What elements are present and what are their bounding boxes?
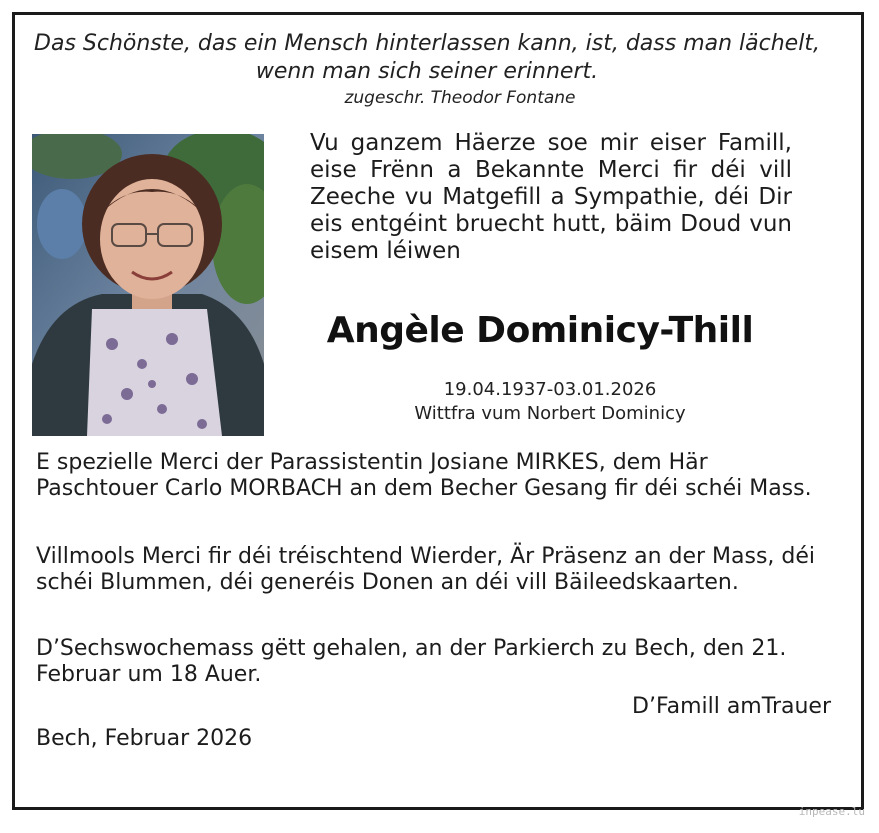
life-dates: 19.04.1937-03.01.2026 [443,379,657,400]
life-dates-block [360,378,740,426]
watermark: inpease.lu [798,805,865,818]
relation-text: Wittfra vum Norbert Dominicy [414,403,686,424]
portrait-photo [32,134,264,436]
intro-text: Vu ganzem Häerze soe mir eiser Famill, eise Frënn a Bekannte Merci fir déi vill Zeeche vu Matgefill a Sympathie, déi Dir eis entgéint bruecht hutt, bäim Doud vun eisem léiwen [310,130,792,264]
quote-text: Das Schönste, das ein Mensch hinterlassen kann, ist, dass man lächelt, wenn man sich seiner erinnert. [34,31,820,84]
mass-announcement: D’Sechswochemass gëtt gehalen, an der Parkierch zu Bech, den 21. Februar um 18 Auer. [36,636,787,687]
deceased-name: Angèle Dominicy-Thill [326,310,754,351]
quote-author: zugeschr. Theodor Fontane [344,88,576,108]
portrait-illustration [32,134,264,436]
thanks-paragraph-1: E spezielle Merci der Parassistentin Josiane MIRKES, dem Här Paschtouer Carlo MORBACH an dem Becher Gesang fir déi schéi Mass. [36,450,812,501]
place-date: Bech, Februar 2026 [36,726,253,751]
family-signature: D’Famill amTrauer [632,694,831,719]
thanks-paragraph-2: Villmools Merci fir déi tréischtend Wierder, Är Präsenz an der Mass, déi schéi Blummen, déi generéis Donen an déi vill Bäileedskaarten. [36,544,816,595]
